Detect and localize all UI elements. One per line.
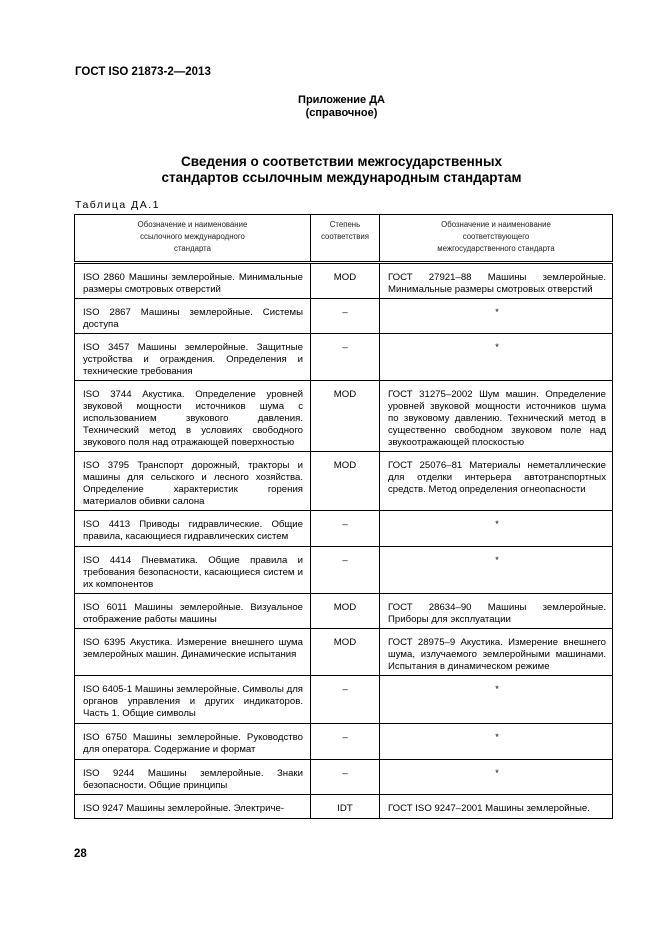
- appendix-subtitle: (справочное): [305, 107, 378, 119]
- table-row: [75, 760, 613, 795]
- cell-degree: MOD: [311, 594, 380, 629]
- table-label: Таблица ДА.1: [75, 199, 160, 211]
- cell-degree: –: [311, 511, 380, 547]
- table-row: [75, 381, 613, 452]
- cell-interstate: *: [380, 299, 613, 334]
- cell-interstate: ГОСТ 28975–9 Акустика. Измерение внешнего шума, излучаемого землеройными машинами. Испытания в динамическом режиме: [380, 629, 613, 676]
- table-row: [75, 724, 613, 760]
- cell-international: ISO 3457 Машины землеройные. Защитные устройства и ограждения. Определения и технические требования: [75, 334, 311, 381]
- cell-international: ISO 9247 Машины землеройные. Электриче-: [75, 795, 311, 819]
- section-title: [0, 154, 661, 186]
- cell-degree: –: [311, 299, 380, 334]
- table-row: [75, 299, 613, 334]
- cell-interstate: ГОСТ 27921–88 Машины землеройные. Минимальные размеры смотровых отверстий: [380, 263, 613, 299]
- appendix-heading: [0, 94, 661, 120]
- cell-interstate: ГОСТ ISO 9247–2001 Машины землеройные.: [380, 795, 613, 819]
- page-number: 28: [74, 848, 87, 860]
- cell-interstate: *: [380, 724, 613, 760]
- table-row: [75, 594, 613, 629]
- cell-interstate: *: [380, 760, 613, 795]
- section-title-line-1: Сведения о соответствии межгосударственных: [181, 154, 502, 169]
- header-international-standard: [75, 215, 311, 263]
- table-row: [75, 676, 613, 724]
- correspondence-table: [74, 214, 613, 819]
- document-code: ГОСТ ISO 21873-2—2013: [75, 66, 211, 78]
- cell-interstate: ГОСТ 31275–2002 Шум машин. Определение уровней звуковой мощности источников шума по звуковому давлению. Технический метод в существенно свободном звуковом поле над звукоотражающей плоскостью: [380, 381, 613, 452]
- appendix-title: Приложение ДА: [298, 94, 385, 106]
- cell-international: ISO 4413 Приводы гидравлические. Общие правила, касающиеся гидравлических систем: [75, 511, 311, 547]
- header-line: соответствующего: [462, 232, 530, 241]
- cell-degree: –: [311, 724, 380, 760]
- table-row: [75, 334, 613, 381]
- cell-interstate: *: [380, 511, 613, 547]
- cell-degree: –: [311, 547, 380, 594]
- table-row: [75, 263, 613, 299]
- cell-international: ISO 2867 Машины землеройные. Системы доступа: [75, 299, 311, 334]
- cell-interstate: *: [380, 547, 613, 594]
- table-row: [75, 547, 613, 594]
- header-line: ссылочного международного: [140, 232, 245, 241]
- cell-degree: MOD: [311, 263, 380, 299]
- header-degree: [311, 215, 380, 263]
- cell-international: ISO 6011 Машины землеройные. Визуальное отображение работы машины: [75, 594, 311, 629]
- cell-international: ISO 6750 Машины землеройные. Руководство для оператора. Содержание и формат: [75, 724, 311, 760]
- cell-interstate: ГОСТ 28634–90 Машины землеройные. Приборы для эксплуатации: [380, 594, 613, 629]
- header-line: стандарта: [174, 244, 211, 253]
- cell-interstate: *: [380, 334, 613, 381]
- cell-international: ISO 2860 Машины землеройные. Минимальные размеры смотровых отверстий: [75, 263, 311, 299]
- cell-degree: MOD: [311, 452, 380, 511]
- cell-degree: IDT: [311, 795, 380, 819]
- cell-degree: MOD: [311, 629, 380, 676]
- cell-interstate: *: [380, 676, 613, 724]
- cell-degree: MOD: [311, 381, 380, 452]
- table-row: [75, 795, 613, 819]
- cell-international: ISO 6395 Акустика. Измерение внешнего шума землеройных машин. Динамические испытания: [75, 629, 311, 676]
- cell-international: ISO 4414 Пневматика. Общие правила и требования безопасности, касающиеся систем и их компонентов: [75, 547, 311, 594]
- cell-degree: –: [311, 334, 380, 381]
- table-row: [75, 452, 613, 511]
- cell-international: ISO 6405-1 Машины землеройные. Символы для органов управления и других индикаторов. Часть 1. Общие символы: [75, 676, 311, 724]
- header-line: межгосударственного стандарта: [437, 244, 555, 253]
- table-header-row: [75, 215, 613, 263]
- cell-degree: –: [311, 760, 380, 795]
- cell-international: ISO 9244 Машины землеройные. Знаки безопасности. Общие принципы: [75, 760, 311, 795]
- header-line: Обозначение и наименование: [441, 220, 551, 229]
- section-title-line-2: стандартов ссылочным международным стандартам: [161, 170, 522, 185]
- table-row: [75, 629, 613, 676]
- table-row: [75, 511, 613, 547]
- cell-interstate: ГОСТ 25076–81 Материалы неметаллические для отделки интерьера автотранспортных средств. Метод определения огнеопасности: [380, 452, 613, 511]
- header-interstate-standard: [380, 215, 613, 263]
- header-line: Степень: [329, 220, 361, 229]
- header-line: Обозначение и наименование: [137, 220, 248, 229]
- cell-degree: –: [311, 676, 380, 724]
- cell-international: ISO 3744 Акустика. Определение уровней звуковой мощности источников шума с использованием звукового давления. Технический метод в условиях свободного звукового поля над отражающей поверхностью: [75, 381, 311, 452]
- header-line: соответствия: [321, 232, 369, 241]
- cell-international: ISO 3795 Транспорт дорожный, тракторы и машины для сельского и лесного хозяйства. Определение характеристик горения материалов обивки салона: [75, 452, 311, 511]
